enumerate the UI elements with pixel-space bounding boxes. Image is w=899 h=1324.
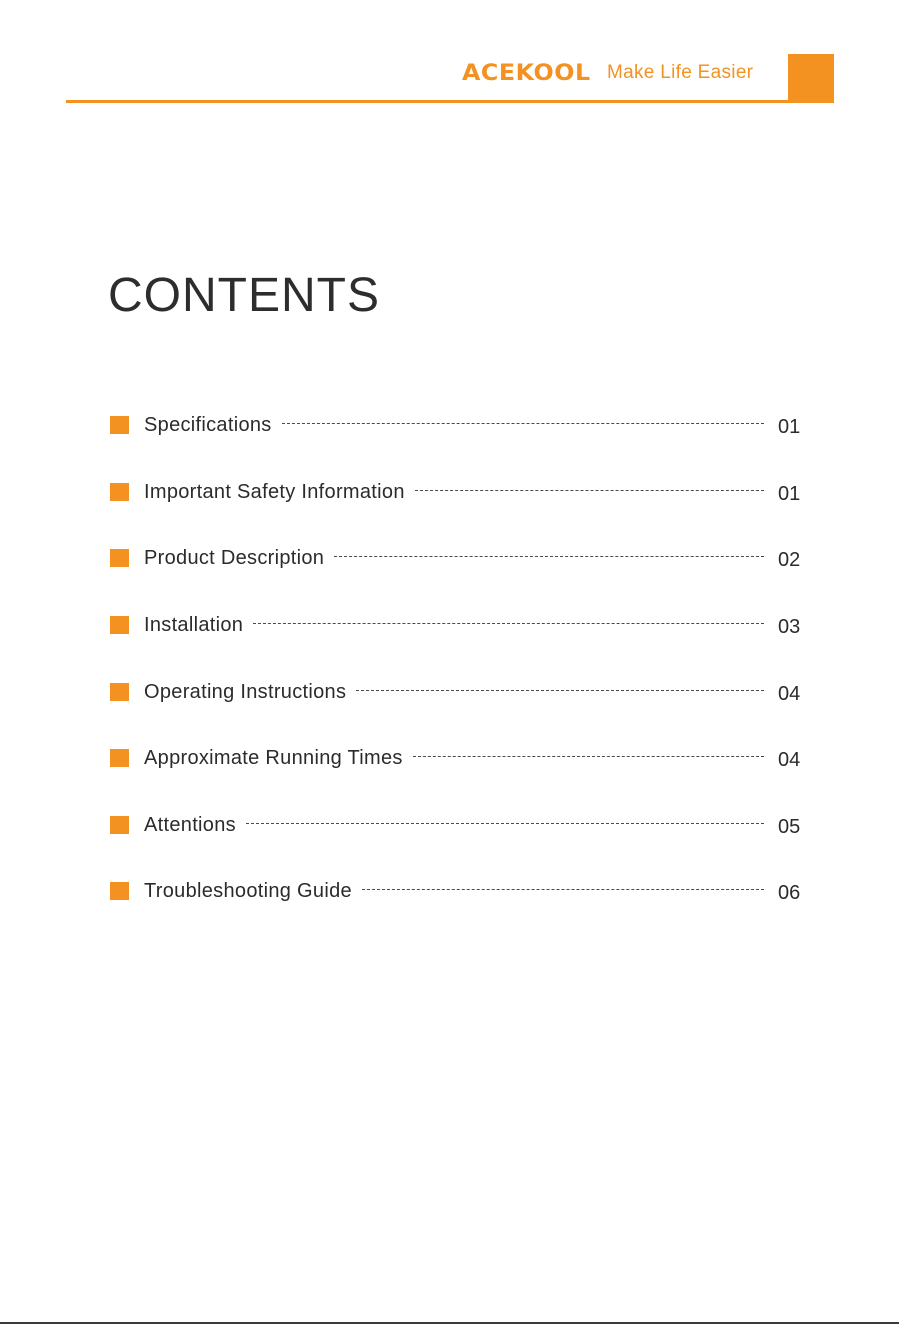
dotted-leader — [334, 556, 764, 557]
bullet-square-icon — [110, 816, 129, 834]
dotted-leader — [356, 690, 764, 691]
acekool-logo — [462, 61, 591, 86]
logo-wordmark: ACEKOOL — [462, 61, 591, 86]
toc-item-important-safety-information[interactable] — [110, 477, 804, 507]
bullet-square-icon — [110, 616, 129, 634]
toc-item-label: Product Description — [144, 547, 325, 569]
toc-item-product-description[interactable] — [110, 543, 804, 573]
toc-item-page: 01 — [778, 416, 801, 438]
bullet-square-icon — [110, 749, 129, 767]
dotted-leader — [282, 423, 764, 424]
toc-item-page: 06 — [778, 882, 801, 904]
toc-item-label: Installation — [144, 614, 244, 636]
dotted-leader — [246, 823, 764, 824]
bullet-square-icon — [110, 483, 129, 501]
toc-item-label: Specifications — [144, 414, 272, 436]
dotted-leader — [362, 889, 764, 890]
bullet-square-icon — [110, 416, 129, 434]
page-title: CONTENTS — [108, 269, 380, 322]
dotted-leader — [415, 490, 764, 491]
dotted-leader — [253, 623, 764, 624]
toc-item-label: Approximate Running Times — [144, 747, 403, 769]
page-header — [0, 0, 899, 110]
header-divider — [66, 100, 834, 103]
bullet-square-icon — [110, 683, 129, 701]
toc-item-label: Attentions — [144, 814, 236, 836]
toc-item-specifications[interactable] — [110, 410, 804, 440]
toc-item-page: 03 — [778, 616, 801, 638]
bullet-square-icon — [110, 549, 129, 567]
toc-item-page: 05 — [778, 816, 801, 838]
toc-item-page: 01 — [778, 483, 801, 505]
toc-item-troubleshooting-guide[interactable] — [110, 876, 804, 906]
toc-item-attentions[interactable] — [110, 810, 804, 840]
toc-item-page: 04 — [778, 683, 801, 705]
toc-item-page: 04 — [778, 749, 801, 771]
toc-item-page: 02 — [778, 549, 801, 571]
dotted-leader — [413, 756, 764, 757]
toc-item-label: Operating Instructions — [144, 681, 347, 703]
toc-item-approximate-running-times[interactable] — [110, 743, 804, 773]
header-accent-block — [788, 54, 834, 101]
tagline: Make Life Easier — [607, 62, 754, 83]
toc-item-installation[interactable] — [110, 610, 804, 640]
toc-item-label: Important Safety Information — [144, 481, 405, 503]
bullet-square-icon — [110, 882, 129, 900]
toc-item-label: Troubleshooting Guide — [144, 880, 352, 902]
toc-item-operating-instructions[interactable] — [110, 677, 804, 707]
